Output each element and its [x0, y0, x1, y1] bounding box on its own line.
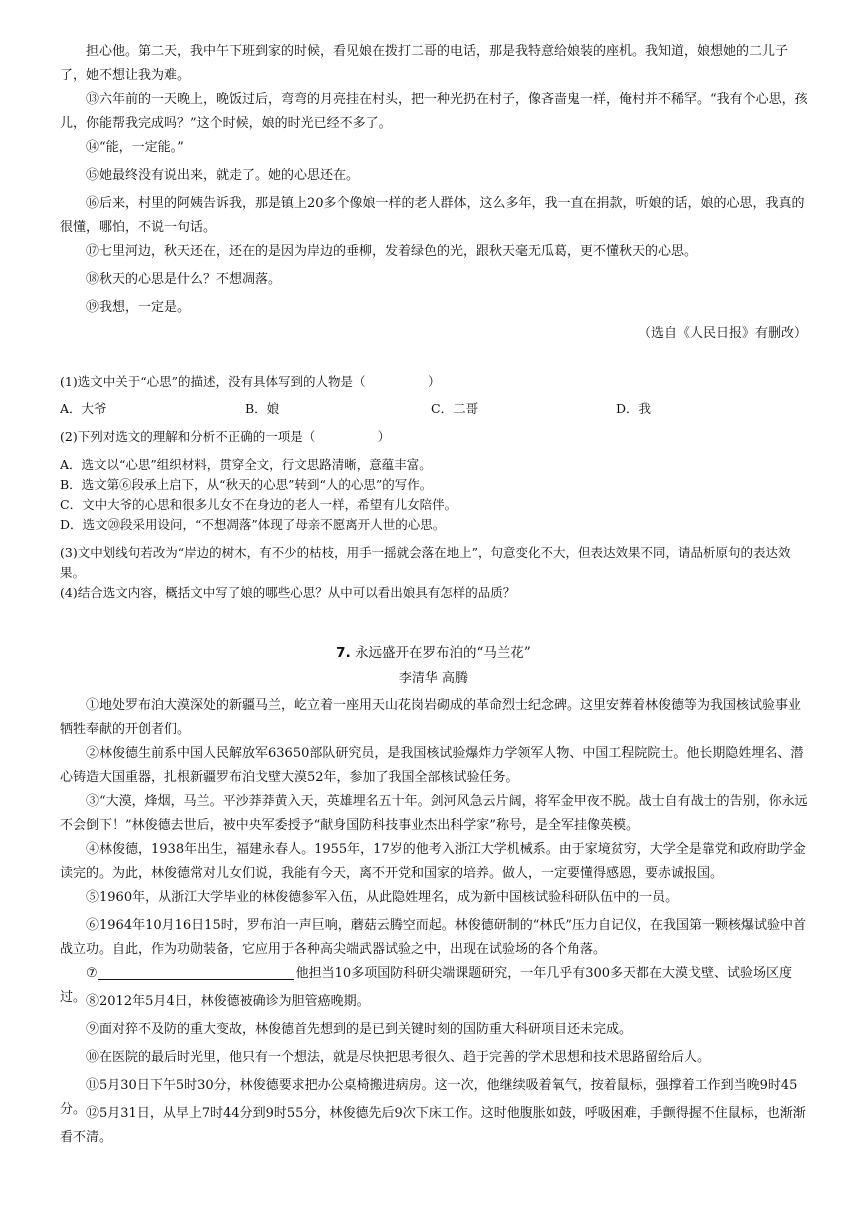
- article-paragraph: ⑨面对猝不及防的重大变故，林俊德首先想到的是已到关键时刻的国防重大科研项目还未完成。: [86, 1022, 633, 1037]
- story-paragraph: ⑲我想，一定是。: [86, 300, 191, 315]
- question-3: (3)文中划线句若改为“岸边的树木，有不少的枯枝，用手一摇就会落在地上”，句意变化不大，但表达效果不同，请品析原句的表达效果。: [60, 545, 791, 580]
- article-paragraph: ⑥1964年10月16日15时，罗布泊一声巨响，蘑菇云腾空而起。林俊德研制的“林氏”压力自记仪，在我国第一颗核爆试验中首战立功。自此，作为功勋装备，它应用于各种高尖端武器试验之中，出现在试验场的各个角落。: [60, 918, 807, 957]
- source-citation: （选自《人民日报》有删改）: [637, 326, 807, 341]
- option-d: D．我: [616, 401, 652, 416]
- story-paragraph: 担心他。第二天，我中午下班到家的时候，看见娘在拨打二哥的电话，那是我特意给娘装的座机。我知道，娘想她的二儿子了，她不想让我为难。: [60, 44, 789, 83]
- story-paragraph: ⑭“能，一定能。”: [86, 140, 184, 155]
- article-title-text: 永远盛开在罗布泊的“马兰花”: [355, 645, 531, 661]
- story-paragraph: ⑬六年前的一天晚上，晚饭过后，弯弯的月亮挂在村头，把一种光扔在村子，像吝啬鬼一样，俺村并不稀罕。“我有个心思，孩儿，你能帮我完成吗？”这个时候，娘的时光已经不多了。: [60, 92, 808, 131]
- question-1: (1)选文中关于“心思”的描述，没有具体写到的人物是（ ）: [60, 374, 441, 389]
- article-paragraph: ④林俊德，1938年出生，福建永春人。1955年，17岁的他考入浙江大学机械系。由于家境贫穷，大学全是靠党和政府助学金读完的。为此，林俊德常对儿女们说，我能有今天，离不开党和国家的培养。做人，一定要懂得感恩，要赤诚报国。: [60, 842, 806, 881]
- article-authors: 李清华 高腾: [398, 671, 469, 686]
- article-paragraph: ⑫5月31日，从早上7时44分到9时55分，林俊德先后9次下床工作。这时他腹胀如鼓，呼吸困难，手颤得握不住鼠标，也渐渐看不清。: [60, 1106, 806, 1145]
- story-paragraph: ⑱秋天的心思是什么？不想凋落。: [86, 272, 282, 287]
- option-c: C．二哥: [431, 401, 479, 416]
- fill-in-blank: [98, 965, 294, 980]
- article-paragraph: ①地处罗布泊大漠深处的新疆马兰，屹立着一座用天山花岗岩砌成的革命烈士纪念碑。这里安葬着林俊德等为我国核试验事业牺牲奉献的开创者们。: [60, 698, 802, 737]
- question-2: (2)下列对选文的理解和分析不正确的一项是（ ）: [60, 429, 391, 444]
- question-2-option-c: C．文中大爷的心思和很多儿女不在身边的老人一样，希望有儿女陪伴。: [60, 497, 458, 512]
- article-paragraph: ⑩在医院的最后时光里，他只有一个想法，就是尽快把思考很久、趋于完善的学术思想和技术思路留给后人。: [86, 1050, 711, 1065]
- story-paragraph: ⑯后来，村里的阿姨告诉我，那是镇上20多个像娘一样的老人群体，这么多年，我一直在捐款，听娘的话，娘的心思，我真的很懂，哪怕，不说一句话。: [60, 196, 805, 235]
- article-paragraph: ③“大漠，烽烟，马兰。平沙莽莽黄入天，英雄埋名五十年。剑河风急云片阔，将军金甲夜不脱。战士自有战士的告别，你永远不会倒下！”林俊德去世后，被中央军委授予“献身国防科技事业杰出科学家”称号，是全军挂像英模。: [60, 794, 808, 833]
- question-2-option-d: D．选文⑳段采用设问，“不想凋落”体现了母亲不愿离开人世的心思。: [60, 517, 446, 532]
- article-title: [0, 642, 867, 664]
- story-paragraph: ⑮她最终没有说出来，就走了。她的心思还在。: [86, 168, 360, 183]
- article-paragraph: ②林俊德生前系中国人民解放军63650部队研究员，是我国核试验爆炸力学领军人物、中国工程院院士。他长期隐姓埋名、潜心铸造大国重器，扎根新疆罗布泊戈壁大漠52年，参加了我国全部核试验任务。: [60, 746, 804, 785]
- question-4: (4)结合选文内容，概括文中写了娘的哪些心思？从中可以看出娘具有怎样的品质？: [60, 585, 516, 600]
- question-1-options: [60, 399, 820, 419]
- article-paragraph: ⑤1960年，从浙江大学毕业的林俊德参军入伍，从此隐姓埋名，成为新中国核试验科研队伍中的一员。: [86, 890, 679, 905]
- article-paragraph: ⑪5月30日下午5时30分，林俊德要求把办公桌椅搬进病房。这一次，他继续吸着氧气，按着鼠标，强撑着工作到当晚9时45分。: [60, 1078, 798, 1117]
- article-number: 7.: [336, 645, 351, 661]
- option-a: A．大爷: [60, 401, 107, 416]
- question-2-option-a: A．选文以“心思”组织材料，贯穿全文，行文思路清晰，意蕴丰富。: [60, 457, 432, 472]
- question-2-option-b: B．选文第⑥段承上启下，从“秋天的心思”转到“人的心思”的写作。: [60, 477, 433, 492]
- paragraph-number: ⑦: [86, 966, 98, 981]
- article-paragraph: ⑧2012年5月4日，林俊德被确诊为胆管癌晚期。: [86, 994, 370, 1009]
- story-paragraph: ⑰七里河边，秋天还在，还在的是因为岸边的垂柳，发着绿色的光，跟秋天毫无瓜葛，更不懂秋天的心思。: [86, 244, 698, 259]
- paragraph-text: 他担当10多项国防科研尖端课题研究，一年几乎有300多天都在大漠戈壁、试验场区度过。: [60, 966, 793, 1005]
- option-b: B．娘: [245, 401, 280, 416]
